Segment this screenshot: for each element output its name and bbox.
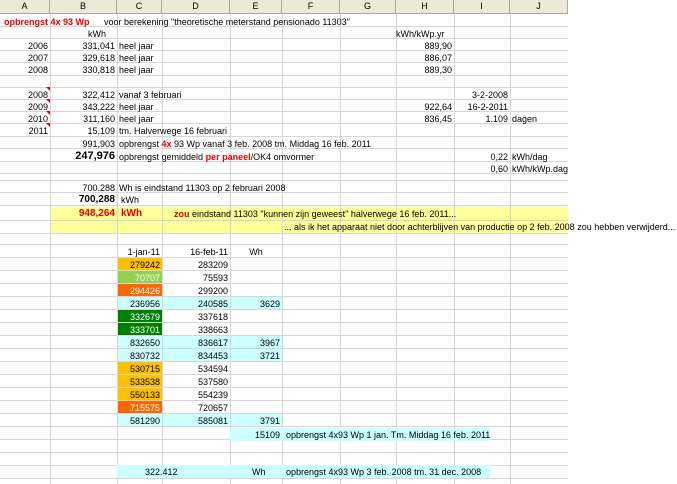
gridline [0, 309, 568, 310]
start-kwh-cell[interactable]: 700,288 [78, 194, 115, 205]
start-kwh-unit[interactable]: kWh [121, 195, 139, 205]
kwh-per-day-unit[interactable]: kWh/dag [512, 152, 548, 162]
total-note-pre: opbrengst [119, 139, 162, 149]
meter-end-cell[interactable]: 537580 [197, 377, 228, 387]
meter-total-note[interactable]: opbrengst 4x93 Wp 1 jan. Tm. Middag 16 feb. 2011 [286, 430, 491, 440]
gridline [0, 270, 568, 271]
meter-header-2[interactable]: 16-feb-11 [190, 247, 228, 257]
kwh-kwp-cell[interactable]: 922,64 [424, 102, 452, 112]
meter-end-cell[interactable]: 338663 [197, 325, 228, 335]
column-header-a[interactable]: A [0, 0, 50, 14]
kwh-kwp-cell[interactable]: 886,07 [424, 53, 452, 63]
column-header-j[interactable]: J [510, 0, 568, 14]
meter-wh-cell[interactable]: 3721 [259, 351, 280, 361]
average-note-pre: opbrengst gemiddeld [119, 152, 206, 162]
gridline [0, 257, 568, 258]
value-cell[interactable]: 343,222 [82, 102, 115, 112]
column-header-e[interactable]: E [230, 0, 282, 14]
meter-end-cell[interactable]: 585081 [197, 416, 228, 426]
year-cell[interactable]: 2007 [27, 53, 48, 63]
theoretical-note-post: eindstand 11303 "kunnen zijn geweest" halverwege 16 feb. 2011... [189, 209, 457, 219]
unit-b[interactable]: kWh [88, 29, 106, 39]
meter-wh-cell[interactable]: 3967 [259, 338, 280, 348]
meter-end-cell[interactable]: 283209 [197, 260, 228, 270]
value-cell[interactable]: 330,818 [82, 65, 115, 75]
note-cell[interactable]: heel jaar [119, 65, 154, 75]
kwh-per-kwp-day-unit[interactable]: kWh/kWp.dag [512, 164, 569, 174]
gridline [0, 413, 568, 414]
average-note[interactable] [117, 151, 316, 163]
meter-start-cell[interactable]: 236956 [129, 299, 160, 309]
meter-start-cell[interactable]: 70707 [134, 273, 160, 283]
days-unit-cell[interactable]: dagen [512, 114, 538, 124]
gridline [0, 452, 568, 453]
meter-start-cell[interactable]: 550133 [129, 390, 160, 400]
gridline [0, 348, 568, 349]
gridline [0, 180, 568, 181]
total-cell[interactable]: 991,903 [82, 139, 115, 149]
kwh-kwp-cell[interactable]: 836,45 [424, 114, 452, 124]
meter-start-cell[interactable]: 333701 [129, 325, 160, 335]
kwh-kwp-cell[interactable]: 889,30 [424, 65, 452, 75]
meter-end-cell[interactable]: 240585 [197, 299, 228, 309]
date-cell[interactable]: 3-2-2008 [471, 90, 508, 100]
gridline [0, 233, 568, 234]
theoretical-note-2[interactable]: ... als ik het apparaat niet door achterblijven van productie op 2 feb. 2008 zou hebben verwijderd... [284, 222, 676, 232]
year-cell[interactable]: 2011 [28, 126, 48, 136]
kwh-per-day-value[interactable]: 0,22 [490, 152, 508, 162]
column-header-g[interactable]: G [340, 0, 396, 14]
meter-start-cell[interactable]: 279242 [129, 260, 160, 270]
value-cell[interactable]: 331,041 [82, 41, 115, 51]
theoretical-note-red: zou [174, 209, 190, 219]
gridline [0, 426, 568, 427]
meter-wh-cell[interactable]: 3629 [259, 299, 280, 309]
gridline [0, 400, 568, 401]
value-cell[interactable]: 311,160 [83, 114, 115, 124]
theoretical-value-cell[interactable]: 948,264 [78, 208, 115, 219]
meter-start-cell[interactable]: 332679 [129, 312, 160, 322]
meter-end-cell[interactable]: 836617 [197, 338, 228, 348]
days-cell[interactable]: 1.109 [485, 114, 508, 124]
year-cell[interactable]: 2010 [27, 114, 48, 124]
column-header-d[interactable]: D [162, 0, 230, 14]
gridline [0, 387, 568, 388]
note-cell[interactable]: heel jaar [119, 53, 154, 63]
note-cell[interactable]: heel jaar [119, 41, 154, 51]
meter-start-cell[interactable]: 832650 [129, 338, 160, 348]
year-cell[interactable]: 2008 [27, 90, 48, 100]
theoretical-note[interactable] [172, 208, 458, 220]
column-header-h[interactable]: H [396, 0, 454, 14]
meter-end-cell[interactable]: 299200 [197, 286, 228, 296]
meter-end-cell[interactable]: 720657 [197, 403, 228, 413]
kwh-per-kwp-day-value[interactable]: 0,60 [490, 164, 508, 174]
date-cell[interactable]: 16-2-2011 [467, 102, 508, 112]
unit-h[interactable]: kWh/kWp.yr [396, 29, 445, 39]
theoretical-unit[interactable]: kWh [121, 208, 143, 219]
gridline [0, 322, 568, 323]
meter-header-3[interactable]: Wh [249, 247, 263, 257]
total-note-red: 4x [161, 139, 172, 149]
year-cell[interactable]: 2008 [27, 65, 48, 75]
total-note-post: 93 Wp vanaf 3 feb. 2008 tm. Middag 16 feb. 2011 [171, 139, 372, 149]
column-header-i[interactable]: I [454, 0, 510, 14]
meter-start-cell[interactable]: 530715 [129, 364, 160, 374]
average-note-red: per paneel [205, 152, 251, 162]
meter-end-cell[interactable]: 834453 [197, 351, 228, 361]
footer-unit[interactable]: Wh [252, 467, 266, 477]
note-cell[interactable]: heel jaar [119, 114, 154, 124]
gridline [0, 335, 568, 336]
year-cell[interactable]: 2006 [27, 41, 48, 51]
meter-start-cell[interactable]: 581290 [129, 416, 160, 426]
gridline [0, 87, 568, 88]
start-meter-note[interactable]: Wh is eindstand 11303 op 2 februari 2008 [119, 183, 286, 193]
title-rest[interactable]: voor berekening "theoretische meterstand pensionado 11303" [104, 17, 350, 27]
note-cell[interactable]: tm. Halverwege 16 februari [119, 126, 228, 136]
meter-start-cell[interactable]: 533538 [129, 377, 160, 387]
footer-note[interactable]: opbrengst 4x93 Wp 3 feb. 2008 tm. 31 dec. 2008 [286, 467, 482, 477]
meter-end-cell[interactable]: 75593 [202, 273, 228, 283]
kwh-kwp-cell[interactable]: 889,90 [424, 41, 452, 51]
column-header-f[interactable]: F [282, 0, 340, 14]
value-cell[interactable]: 329,618 [82, 53, 115, 63]
meter-end-cell[interactable]: 337618 [197, 312, 228, 322]
gridline [0, 361, 568, 362]
title-red[interactable]: opbrengst 4x 93 Wp [4, 17, 90, 27]
note-cell[interactable]: vanaf 3 februari [119, 90, 182, 100]
average-cell[interactable]: 247,976 [75, 150, 115, 162]
average-note-post: /OK4 omvormer [250, 152, 315, 162]
footer-value[interactable]: 322.412 [145, 467, 178, 477]
gridline [0, 478, 568, 479]
gridline [0, 283, 568, 284]
meter-wh-cell[interactable]: 3791 [259, 416, 280, 426]
meter-total-cell[interactable]: 15109 [254, 430, 280, 440]
note-cell[interactable]: heel jaar [119, 102, 154, 112]
meter-start-cell[interactable]: 294426 [129, 286, 160, 296]
meter-start-cell[interactable]: 715575 [129, 403, 160, 413]
total-note[interactable] [117, 138, 373, 150]
value-cell[interactable]: 322,412 [82, 90, 115, 100]
gridline [0, 296, 568, 297]
start-meter-cell[interactable]: 700.288 [82, 183, 115, 193]
value-cell[interactable]: 15,109 [87, 126, 115, 136]
meter-start-cell[interactable]: 830732 [129, 351, 160, 361]
gridline [0, 374, 568, 375]
meter-end-cell[interactable]: 554239 [197, 390, 228, 400]
meter-end-cell[interactable]: 534594 [197, 364, 228, 374]
year-cell[interactable]: 2009 [27, 102, 48, 112]
column-header-c[interactable]: C [117, 0, 162, 14]
meter-header-1[interactable]: 1-jan-11 [127, 247, 160, 257]
gridline [0, 244, 568, 245]
column-header-b[interactable]: B [50, 0, 117, 14]
